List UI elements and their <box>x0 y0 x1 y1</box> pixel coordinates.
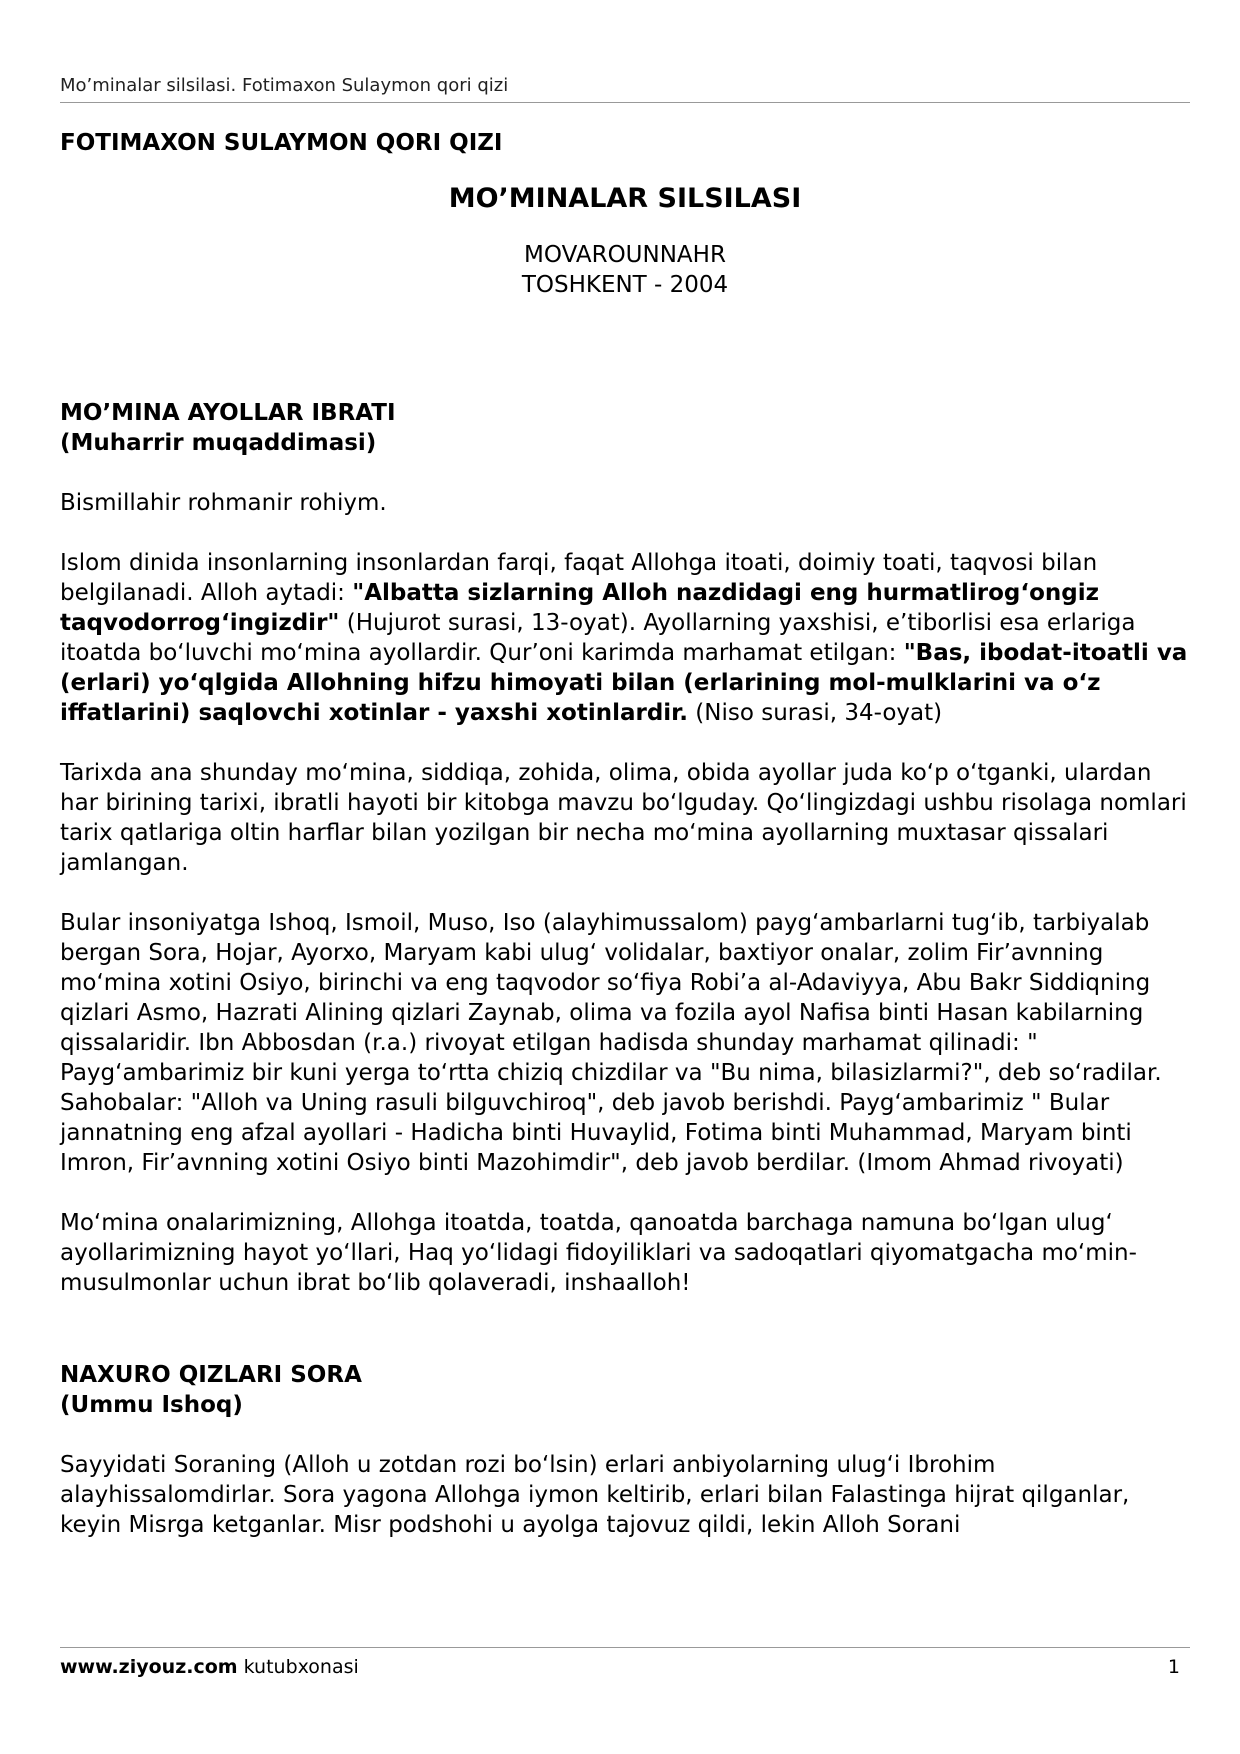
quran-quote: "Albatta sizlarning Alloh nazdidagi eng hurmatlirog‘ongiz taqvodorrog‘ingizdir" <box>60 580 1099 636</box>
quran-quote: "Bas, ibodat-itoatli va (erlari) yo‘qlgida Allohning hifzu himoyati bilan (erlarining mol-mulklarini va o‘z iffatlarini) saqlovchi xotinlar - yaxshi xotinlardir. <box>60 640 1188 726</box>
author-name: FOTIMAXON SULAYMON QORI QIZI <box>60 130 503 156</box>
paragraph: Bismillahir rohmanir rohiym. <box>60 490 387 516</box>
footer-site-link[interactable]: www.ziyouz.com <box>60 1656 238 1678</box>
section-sora <box>60 1360 1190 1540</box>
text-run: (Niso surasi, 34-oyat) <box>687 700 943 726</box>
footer-suffix: kutubxonasi <box>237 1656 359 1678</box>
text-run: Islom dinida insonlarning insonlardan farqi, faqat Allohga itoati, doimiy toati, taqvosi bilan belgilanadi. Alloh aytadi: <box>60 550 1098 606</box>
paragraph <box>60 548 1190 728</box>
section-subtitle: (Ummu Ishoq) <box>60 1392 243 1418</box>
section-intro <box>60 398 1190 1298</box>
place-year: TOSHKENT - 2004 <box>521 272 729 298</box>
running-header: Mo’minalar silsilasi. Fotimaxon Sulaymon qori qizi <box>60 75 509 96</box>
document-page <box>60 0 1190 1754</box>
section-title: MO’MINA AYOLLAR IBRATI <box>60 400 396 426</box>
page-footer <box>60 1656 1190 1678</box>
page-number: 1 <box>1167 1656 1180 1678</box>
paragraph: Tarixda ana shunday mo‘mina, siddiqa, zohida, olima, obida ayollar juda ko‘p o‘tganki, ulardan har birining tarixi, ibratli hayoti bir kitobga mavzu bo‘lguday. Qo‘lingizdagi ushbu risolaga nomlari tarix qatlariga oltin harflar bilan yozilgan bir necha mo‘mina ayollarning muxtasar qissalari jamlangan. <box>60 760 1187 876</box>
book-title: MO’MINALAR SILSILASI <box>448 183 802 214</box>
publisher-block <box>60 240 1190 300</box>
section-subtitle: (Muharrir muqaddimasi) <box>60 430 377 456</box>
paragraph: Bular insoniyatga Ishoq, Ismoil, Muso, Iso (alayhimussalom) payg‘ambarlarni tug‘ib, tarbiyalab bergan Sora, Hojar, Ayorxo, Maryam kabi ulug‘ volidalar, baxtiyor onalar, zolim Fir’avnning mo‘mina xotini Osiyo, birinchi va eng taqvodor so‘fiya Robi’a al-Adaviyya, Abu Bakr Siddiqning qizlari Asmo, Hazrati Alining qizlari Zaynab, olima va fozila ayol Nafisa binti Hasan kabilarning qissalaridir. Ibn Abbosdan (r.a.) rivoyat etilgan hadisda shunday marhamat qilinadi: " Payg‘ambarimiz bir kuni yerga to‘rtta chiziq chizdilar va "Bu nima, bilasizlarmi?", deb so‘radilar. Sahobalar: "Alloh va Uning rasuli bilguvchiroq", deb javob berishdi. Payg‘ambarimiz " Bular jannatning eng afzal ayollari - Hadicha binti Huvaylid, Fotima binti Muhammad, Maryam binti Imron, Fir’avnning xotini Osiyo binti Mazohimdir", deb javob berdilar. (Imom Ahmad rivoyati) <box>60 910 1162 1176</box>
footer-rule <box>60 1647 1190 1648</box>
paragraph: Sayyidati Soraning (Alloh u zotdan rozi bo‘lsin) erlari anbiyolarning ulug‘i Ibrohim alayhissalomdirlar. Sora yagona Allohga iymon keltirib, erlari bilan Falastinga hijrat qilganlar, keyin Misrga ketganlar. Misr podshohi u ayolga tajovuz qildi, lekin Alloh Sorani <box>60 1452 1130 1538</box>
text-run: (Hujurot surasi, 13-oyat). Ayollarning yaxshisi, e’tiborlisi esa erlariga itoatda bo‘luvchi mo‘mina ayollardir. Qur’oni karimda marhamat etilgan: <box>60 610 1136 666</box>
section-title: NAXURO QIZLARI SORA <box>60 1362 362 1388</box>
page-content <box>60 118 1190 1540</box>
header-rule <box>60 102 1190 103</box>
publisher-name: MOVAROUNNAHR <box>524 242 726 268</box>
paragraph: Mo‘mina onalarimizning, Allohga itoatda, toatda, qanoatda barchaga namuna bo‘lgan ulug‘ ayollarimizning hayot yo‘llari, Haq yo‘lidagi fidoyiliklari va sadoqatlari qiyomatgacha mo‘min-musulmonlar uchun ibrat bo‘lib qolaveradi, inshaalloh! <box>60 1210 1137 1296</box>
